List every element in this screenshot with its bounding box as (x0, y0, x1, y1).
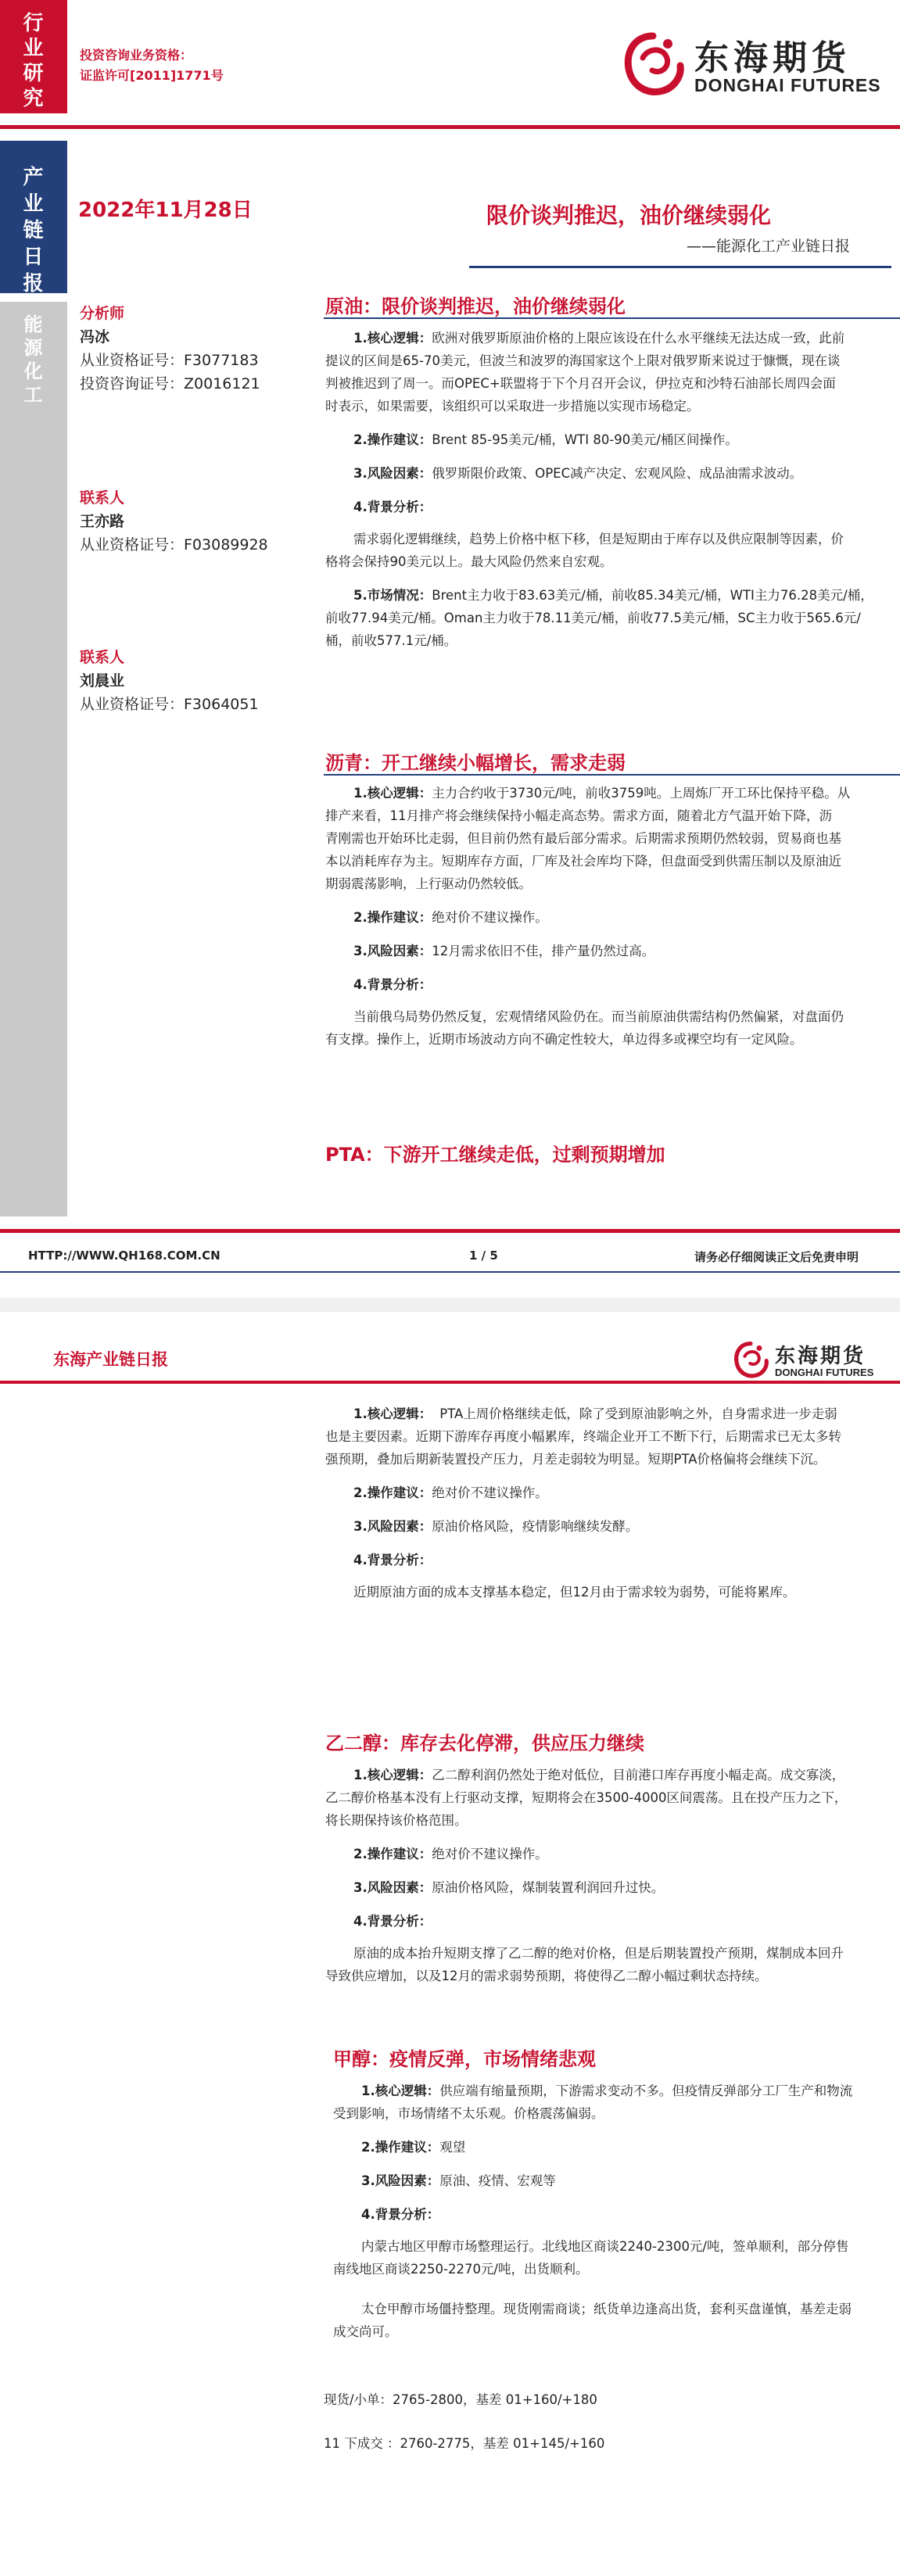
risk-text: 俄罗斯限价政策、OPEC减产决定、宏观风险、成品油需求波动。 (432, 466, 803, 481)
pta-section-body (325, 1403, 900, 1603)
background-label: 4.背景分析： (353, 1553, 432, 1567)
core-logic-text: 本以消耗库存为主。短期库存方面，厂库及社会库均下降，但盘面受到供需压制以及原油近 (325, 854, 841, 869)
methanol-section-body (333, 2080, 900, 2343)
core-logic-label: 1.核心逻辑： (361, 2083, 440, 2098)
analyst-cert: 从业资格证号：F3077183 (80, 352, 259, 369)
background-label: 4.背景分析： (353, 1914, 432, 1929)
operation-label: 2.操作建议： (353, 1485, 432, 1500)
contact-block (80, 486, 307, 557)
core-logic-text: 判被推迟到了周一。而OPEC+联盟将于下个月召开会议，伊拉克和沙特石油部长周四会面 (325, 376, 836, 391)
core-logic-label: 1.核心逻辑： (353, 786, 432, 801)
qualification (80, 45, 224, 86)
footer-divider-top (0, 1229, 900, 1233)
background-text: 原油的成本抬升短期支撑了乙二醇的绝对价格，但是后期装置投产预期，煤制成本回升 (353, 1946, 844, 1961)
risk-text: 12月需求依旧不佳，排产量仍然过高。 (432, 944, 655, 958)
side-report-type-label: 产业链日报 (23, 166, 45, 296)
background-label: 4.背景分析： (361, 2207, 440, 2222)
core-logic-text: 时表示，如果需要，该组织可以采取进一步措施以实现市场稳定。 (325, 399, 700, 414)
logo-english-name: DONGHAI FUTURES (775, 1367, 874, 1378)
side-category-tab (0, 0, 67, 113)
background-label: 4.背景分析： (353, 977, 432, 992)
operation-label: 2.操作建议： (353, 1847, 432, 1861)
risk-text: 原油价格风险，疫情影响继续发酵。 (432, 1519, 639, 1534)
section-title-pta: PTA：下游开工继续走低，过剩预期增加 (325, 1144, 665, 1166)
background-text: 南线地区商谈2250-2270元/吨，出货顺利。 (333, 2262, 589, 2277)
operation-label: 2.操作建议： (361, 2140, 440, 2155)
risk-label: 3.风险因素： (353, 944, 432, 958)
deal-price-line: 11 下成交 ：2760-2775，基差 01+145/+160 (324, 2436, 605, 2451)
contact-role: 联系人 (80, 489, 125, 507)
background-text: 需求弱化逻辑继续，趋势上价格中枢下移，但是短期由于库存以及供应限制等因素，价 (353, 532, 844, 546)
side-category-label: 行业研究 (23, 12, 45, 110)
page2-header-title: 东海产业链日报 (53, 1350, 168, 1369)
crude-section-body (325, 327, 900, 652)
analyst-role: 分析师 (80, 305, 125, 322)
logo-chinese-name: 东海期货 (694, 38, 851, 78)
company-logo (619, 27, 889, 105)
background-text: 当前俄乌局势仍然反复，宏观情绪风险仍在。而当前原油供需结构仍然偏紧，对盘面仍 (353, 1009, 844, 1024)
operation-text: 观望 (439, 2140, 466, 2155)
core-logic-text: 期弱震荡影响，上行驱动仍然较低。 (325, 876, 532, 891)
page2-header-divider (0, 1381, 900, 1384)
core-logic-text: 供应端有缩量预期，下游需求变动不多。但疫情反弹部分工厂生产和物流 (439, 2083, 853, 2098)
market-text: Brent主力收于83.63美元/桶，前收85.34美元/桶，WTI主力76.28美元/桶， (432, 588, 873, 603)
risk-label: 3.风险因素： (353, 466, 432, 481)
risk-text: 原油价格风险，煤制装置利润回升过快。 (432, 1880, 665, 1895)
footer-divider-bottom (0, 1271, 900, 1273)
section-title-meg: 乙二醇：库存去化停滞，供应压力继续 (325, 1732, 644, 1754)
background-text: 导致供应增加，以及12月的需求弱势预期，将使得乙二醇小幅过剩状态持续。 (325, 1969, 768, 1983)
footer-disclaimer: 请务必仔细阅读正文后免责申明 (694, 1250, 859, 1264)
title-underline (469, 266, 891, 268)
core-logic-label: 1.核心逻辑： (353, 1406, 432, 1421)
background-label: 4.背景分析： (353, 500, 432, 514)
background-text: 成交尚可。 (333, 2324, 398, 2339)
footer-page-number: 1 / 5 (469, 1249, 498, 1263)
risk-label: 3.风险因素： (361, 2173, 440, 2188)
contact-cert: 从业资格证号：F03089928 (80, 536, 268, 554)
asphalt-section-body (325, 782, 900, 1051)
background-text: 近期原油方面的成本支撑基本稳定，但12月由于需求较为弱势，可能将累库。 (353, 1585, 796, 1600)
risk-text: 原油、疫情、宏观等 (439, 2173, 556, 2188)
core-logic-text: 乙二醇利润仍然处于绝对低位，目前港口库存再度小幅走高。成交寡淡， (432, 1768, 845, 1782)
contact-name: 王亦路 (80, 513, 125, 530)
background-text: 格将会保持90美元以上。最大风险仍然来自宏观。 (325, 554, 613, 569)
side-sector-tab (0, 302, 67, 1216)
background-text: 太仓甲醇市场僵持整理。现货刚需商谈；纸货单边逢高出货，套利买盘谨慎，基差走弱 (361, 2302, 852, 2316)
operation-label: 2.操作建议： (353, 910, 432, 925)
market-text: 桶，前收577.1元/桶。 (325, 633, 457, 648)
operation-label: 2.操作建议： (353, 432, 432, 447)
risk-label: 3.风险因素： (353, 1880, 432, 1895)
core-logic-text: 欧洲对俄罗斯原油价格的上限应该设在什么水平继续无法达成一致，此前 (432, 331, 845, 346)
operation-text: 绝对价不建议操作。 (432, 1847, 548, 1861)
dragon-emblem-icon (731, 1340, 770, 1381)
report-main-title: 限价谈判推迟，油价继续弱化 (486, 202, 772, 228)
operation-text: 绝对价不建议操作。 (432, 1485, 548, 1500)
section-title-crude-oil: 原油：限价谈判推迟，油价继续弱化 (325, 296, 626, 317)
contact-role: 联系人 (80, 649, 125, 666)
operation-text: 绝对价不建议操作。 (432, 910, 548, 925)
section-title-methanol: 甲醇：疫情反弹，市场情绪悲观 (333, 2048, 596, 2070)
core-logic-text: 排产来看，11月排产将会继续保持小幅走高态势。需求方面，随着北方气温开始下降，沥 (325, 808, 832, 823)
footer-website-link[interactable]: HTTP://WWW.QH168.COM.CN (28, 1249, 221, 1263)
analyst-name: 冯冰 (80, 328, 110, 346)
dragon-emblem-icon (619, 30, 687, 100)
analyst-block (80, 302, 307, 396)
core-logic-text: 主力合约收于3730元/吨，前收3759吨。上周炼厂开工环比保持平稳。从 (432, 786, 851, 801)
core-logic-text: 青刚需也开始环比走弱，但目前仍然有最后部分需求。后期需求预期仍然较弱，贸易商也基 (325, 831, 841, 846)
background-text: 有支撑。操作上，近期市场波动方向不确定性较大，单边得多或裸空均有一定风险。 (325, 1032, 803, 1047)
core-logic-label: 1.核心逻辑： (353, 331, 432, 346)
core-logic-text: 也是主要因素。近期下游库存再度小幅累库，终端企业开工不断下行，后期需求已无太多转 (325, 1429, 841, 1444)
report-date: 2022年11月28日 (78, 199, 253, 222)
core-logic-text: 强预期，叠加后期新装置投产压力，月差走弱较为明显。短期PTA价格偏将会继续下沉。 (325, 1452, 826, 1467)
side-report-type-tab (0, 141, 67, 296)
header-divider (0, 125, 900, 129)
market-label: 5.市场情况： (353, 588, 432, 603)
core-logic-text: 提议的区间是65-70美元，但波兰和波罗的海国家这个上限对俄罗斯来说过于慷慨，现在谈 (325, 353, 841, 368)
meg-section-body (325, 1764, 900, 1987)
contact-name: 刘晨业 (80, 672, 125, 690)
section-title-asphalt: 沥青：开工继续小幅增长，需求走弱 (325, 752, 626, 774)
company-logo (731, 1338, 887, 1385)
section-underline (324, 774, 900, 776)
core-logic-text: 乙二醇价格基本没有上行驱动支撑，短期将会在3500-4000区间震荡。且在投产压力之下， (325, 1790, 848, 1805)
core-logic-text: 将长期保持该价格范围。 (325, 1813, 468, 1828)
core-logic-text: 受到影响，市场情绪不太乐观。价格震荡偏弱。 (333, 2106, 604, 2121)
contact-block (80, 646, 307, 716)
report-subtitle: ——能源化工产业链日报 (687, 238, 851, 255)
background-text: 内蒙古地区甲醇市场整理运行。北线地区商谈2240-2300元/吨，签单顺利，部分停售 (361, 2239, 849, 2254)
core-logic-label: 1.核心逻辑： (353, 1768, 432, 1782)
operation-text: Brent 85-95美元/桶，WTI 80-90美元/桶区间操作。 (432, 432, 738, 447)
risk-label: 3.风险因素： (353, 1519, 432, 1534)
side-sector-label: 能源化工 (23, 313, 44, 406)
logo-english-name: DONGHAI FUTURES (694, 75, 881, 95)
page-separator (0, 1298, 900, 1312)
spot-price-line: 现货/小单：2765-2800，基差 01+160/+180 (324, 2392, 597, 2407)
analyst-advisory-cert: 投资咨询证号：Z0016121 (80, 375, 260, 392)
core-logic-text: PTA上周价格继续走低，除了受到原油影响之外，自身需求进一步走弱 (439, 1406, 837, 1421)
qualification-license: 证监许可[2011]1771号 (80, 68, 224, 83)
qualification-label: 投资咨询业务资格： (80, 48, 193, 63)
market-text: 前收77.94美元/桶。Oman主力收于78.11美元/桶，前收77.5美元/桶，SC主力收于565.6元/ (325, 611, 861, 625)
logo-chinese-name: 东海期货 (775, 1345, 866, 1368)
contact-cert: 从业资格证号：F3064051 (80, 696, 259, 713)
section-underline (324, 317, 900, 319)
